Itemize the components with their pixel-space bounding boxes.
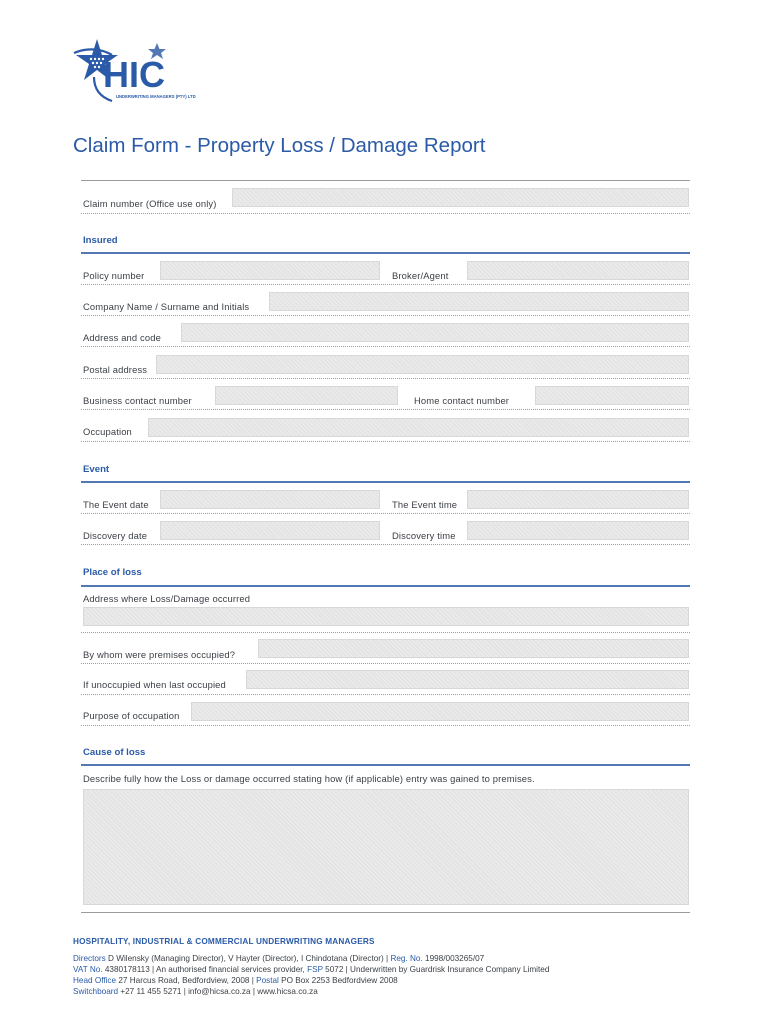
occupation-label: Occupation — [83, 426, 132, 437]
broker-agent-label: Broker/Agent — [392, 270, 449, 281]
section-rule — [81, 764, 690, 766]
head-office-label: Head Office — [73, 976, 117, 985]
cause-description-field[interactable] — [83, 789, 689, 905]
cause-description-label: Describe fully how the Loss or damage occurred stating how (if applicable) entry was gained to premises. — [83, 773, 535, 784]
unoccupied-label: If unoccupied when last occupied — [83, 679, 226, 690]
switchboard-label: Switchboard — [73, 987, 119, 996]
broker-agent-field[interactable] — [467, 261, 689, 280]
vat-label: VAT No. — [73, 965, 103, 974]
policy-number-label: Policy number — [83, 270, 145, 281]
hic-logo-icon — [72, 37, 202, 105]
purpose-occupation-label: Purpose of occupation — [83, 710, 180, 721]
event-date-label: The Event date — [83, 499, 149, 510]
reg-value: 1998/003265/07 — [422, 954, 485, 963]
divider — [81, 725, 690, 726]
divider — [81, 632, 690, 633]
address-code-label: Address and code — [83, 332, 161, 343]
form-title: Claim Form - Property Loss / Damage Report — [73, 134, 486, 157]
company-name-field[interactable] — [269, 292, 689, 311]
divider — [81, 694, 690, 695]
directors-text: D Wilensky (Managing Director), V Hayter (Director), I Chindotana (Director) | — [105, 954, 391, 963]
section-rule — [81, 481, 690, 483]
occupation-field[interactable] — [148, 418, 689, 437]
divider — [81, 409, 690, 410]
divider — [81, 912, 690, 913]
reg-label: Reg. No. — [390, 954, 423, 963]
section-insured: Insured — [83, 235, 118, 246]
divider — [81, 180, 690, 181]
section-rule — [81, 252, 690, 254]
postal-text: PO Box 2253 Bedfordview 2008 — [278, 976, 398, 985]
divider — [81, 378, 690, 379]
footer-address-line — [73, 976, 398, 985]
claim-number-field[interactable] — [232, 188, 689, 207]
postal-label: Postal — [256, 976, 279, 985]
home-contact-field[interactable] — [535, 386, 689, 405]
discovery-date-field[interactable] — [160, 521, 380, 540]
svg-text:UNDERWRITING MANAGERS (PTY) LT: UNDERWRITING MANAGERS (PTY) LTD — [116, 94, 196, 99]
business-contact-label: Business contact number — [83, 395, 192, 406]
event-time-label: The Event time — [392, 499, 458, 510]
head-office-text: 27 Harcus Road, Bedfordview, 2008 | — [116, 976, 257, 985]
divider — [81, 346, 690, 347]
discovery-time-label: Discovery time — [392, 530, 456, 541]
svg-text:HIC: HIC — [103, 54, 165, 95]
divider — [81, 315, 690, 316]
home-contact-label: Home contact number — [414, 395, 510, 406]
postal-address-field[interactable] — [156, 355, 689, 374]
footer-heading: HOSPITALITY, INDUSTRIAL & COMMERCIAL UNDERWRITING MANAGERS — [73, 937, 375, 946]
purpose-occupation-field[interactable] — [191, 702, 689, 721]
section-event: Event — [83, 464, 110, 475]
divider — [81, 284, 690, 285]
fsp-label: FSP — [307, 965, 323, 974]
unoccupied-field[interactable] — [246, 670, 689, 689]
switchboard-text: +27 11 455 5271 | info@hicsa.co.za | www.hicsa.co.za — [118, 987, 318, 996]
fsp-text: 5072 | Underwritten by Guardrisk Insurance Company Limited — [322, 965, 550, 974]
footer-vat-line — [73, 965, 549, 974]
discovery-time-field[interactable] — [467, 521, 689, 540]
premises-occupied-label: By whom were premises occupied? — [83, 649, 236, 660]
vat-text: 4380178113 | An authorised financial services provider, — [102, 965, 308, 974]
section-rule — [81, 585, 690, 587]
section-cause-of-loss: Cause of loss — [83, 747, 146, 758]
divider — [81, 663, 690, 664]
policy-number-field[interactable] — [160, 261, 380, 280]
loss-address-label: Address where Loss/Damage occurred — [83, 593, 251, 604]
divider — [81, 441, 690, 442]
footer-contact-line — [73, 987, 318, 996]
event-time-field[interactable] — [467, 490, 689, 509]
address-code-field[interactable] — [181, 323, 689, 342]
postal-address-label: Postal address — [83, 364, 148, 375]
premises-occupied-field[interactable] — [258, 639, 689, 658]
loss-address-field[interactable] — [83, 607, 689, 626]
divider — [81, 513, 690, 514]
event-date-field[interactable] — [160, 490, 380, 509]
company-logo — [72, 37, 202, 105]
business-contact-field[interactable] — [215, 386, 398, 405]
company-name-label: Company Name / Surname and Initials — [83, 301, 250, 312]
section-place-of-loss: Place of loss — [83, 567, 142, 578]
footer-directors-line — [73, 954, 484, 963]
discovery-date-label: Discovery date — [83, 530, 148, 541]
claim-number-label: Claim number (Office use only) — [83, 198, 217, 209]
divider — [81, 544, 690, 545]
divider — [81, 213, 690, 214]
directors-label: Directors — [73, 954, 106, 963]
